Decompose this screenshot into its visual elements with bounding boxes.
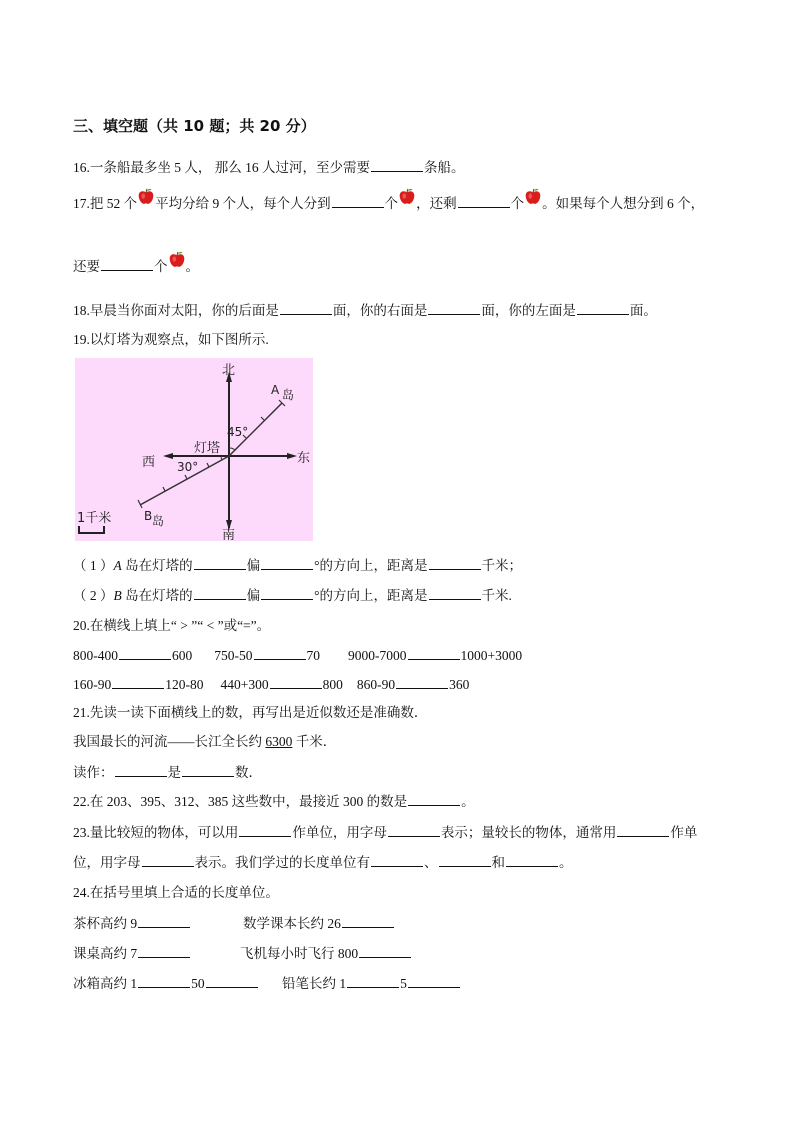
- label-island-b-suffix: 岛: [152, 514, 165, 528]
- question-16: [73, 158, 465, 177]
- expr: 440+300: [220, 677, 269, 692]
- answer-blank[interactable]: [359, 944, 411, 958]
- label-angle-45: 45°: [227, 425, 249, 439]
- q23-text: 作单: [670, 825, 698, 840]
- apple-icon: [398, 188, 416, 206]
- label-south: 南: [222, 528, 236, 541]
- q24-item: 茶杯高约 9: [73, 916, 138, 931]
- q18-text: 18.早晨当你面对太阳，你的后面是: [73, 303, 279, 318]
- label-scale: 1千米: [77, 511, 112, 526]
- island-letter: A: [113, 558, 122, 573]
- q20-row-2: [73, 675, 469, 694]
- label-island-b-letter: B: [144, 509, 153, 523]
- q22-text: 22.在 203、395、312、385 这些数中，最接近 300 的数是: [73, 794, 408, 809]
- q19-text: °的方向上，距离是: [314, 558, 428, 573]
- q19-text: 岛在灯塔的: [121, 588, 193, 603]
- question-17: [73, 192, 704, 213]
- q17-text: 。: [185, 259, 199, 274]
- label-island-a-letter: A: [271, 383, 280, 397]
- q17-text: 。如果每个人想分到 6 个，: [542, 196, 705, 211]
- q21-sentence: [73, 733, 336, 751]
- answer-blank[interactable]: [347, 974, 399, 988]
- q19-text: 千米.: [481, 588, 512, 603]
- underlined-number: 6300: [265, 734, 293, 749]
- apple-icon: [168, 251, 186, 269]
- answer-blank[interactable]: [261, 586, 313, 600]
- q16-text-end: 条船。: [424, 160, 465, 175]
- q23-text: 表示。我们学过的长度单位有: [194, 855, 370, 870]
- label-north: 北: [222, 363, 236, 378]
- answer-blank[interactable]: [577, 301, 629, 315]
- question-17-line2: [73, 255, 199, 276]
- answer-blank[interactable]: [270, 675, 322, 689]
- answer-blank[interactable]: [388, 823, 440, 837]
- q24-item: 课桌高约 7: [73, 946, 138, 961]
- answer-blank[interactable]: [429, 556, 481, 570]
- expr: 800: [322, 677, 343, 692]
- answer-blank[interactable]: [371, 158, 423, 172]
- answer-blank[interactable]: [506, 853, 558, 867]
- answer-blank[interactable]: [428, 301, 480, 315]
- q21-text: 是: [167, 765, 181, 780]
- answer-blank[interactable]: [280, 301, 332, 315]
- question-23-line2: [73, 853, 573, 872]
- part-number: （ 1 ）: [73, 558, 114, 573]
- expr: 800-400: [73, 648, 118, 663]
- answer-blank[interactable]: [371, 853, 423, 867]
- expr: 9000-7000: [348, 648, 407, 663]
- expr: 600: [172, 648, 193, 663]
- expr: 750-50: [214, 648, 253, 663]
- answer-blank[interactable]: [458, 194, 510, 208]
- apple-icon: [137, 188, 155, 206]
- q23-text: 23.量比较短的物体，可以用: [73, 825, 239, 840]
- q17-text: 还要: [73, 259, 100, 274]
- question-19-part-2: [73, 586, 512, 605]
- q17-text: 17.把 52 个: [73, 196, 138, 211]
- answer-blank[interactable]: [138, 944, 190, 958]
- q19-text: 岛在灯塔的: [121, 558, 193, 573]
- q24-row-2b: [240, 944, 412, 963]
- expr: 70: [306, 648, 320, 663]
- q17-text: 个: [384, 196, 399, 211]
- label-lighthouse: 灯塔: [194, 441, 221, 456]
- q21-text: 我国最长的河流——长江全长约: [73, 734, 266, 749]
- q21-text: 千米．: [292, 734, 337, 749]
- q17-text: 个: [154, 259, 168, 274]
- answer-blank[interactable]: [101, 257, 153, 271]
- question-19-part-1: [73, 556, 522, 575]
- answer-blank[interactable]: [261, 556, 313, 570]
- answer-blank[interactable]: [194, 556, 246, 570]
- answer-blank[interactable]: [194, 586, 246, 600]
- q24-item: 铅笔长约 1: [282, 976, 347, 991]
- answer-blank[interactable]: [408, 792, 460, 806]
- lighthouse-direction-diagram: [75, 358, 313, 541]
- q20-row-1: [73, 646, 522, 665]
- answer-blank[interactable]: [429, 586, 481, 600]
- q17-text: ，还剩: [416, 196, 457, 211]
- answer-blank[interactable]: [239, 823, 291, 837]
- question-21: [73, 704, 427, 722]
- question-20: [73, 617, 270, 635]
- q17-text: 个: [510, 196, 525, 211]
- q24-row-2: [73, 944, 191, 963]
- label-angle-30: 30°: [177, 460, 199, 474]
- answer-blank[interactable]: [142, 853, 194, 867]
- q21-intro: 21.先读一读下面横线上的数，再写出是近似数还是准确数．: [73, 705, 428, 720]
- q24-item: 50: [191, 976, 205, 991]
- q21-text: 读作：: [73, 765, 114, 780]
- answer-blank[interactable]: [119, 646, 171, 660]
- label-west: 西: [142, 455, 156, 470]
- q18-text: 面。: [629, 303, 657, 318]
- q24-item: 5: [400, 976, 407, 991]
- answer-blank[interactable]: [408, 646, 460, 660]
- q19-text: 偏: [246, 588, 261, 603]
- q21-read: [73, 763, 262, 782]
- island-letter: B: [113, 588, 122, 603]
- answer-blank[interactable]: [254, 646, 306, 660]
- apple-icon: [524, 188, 542, 206]
- q19-text: 千米；: [481, 558, 523, 573]
- q24-row-1b: [243, 914, 395, 933]
- label-island-a-suffix: 岛: [282, 388, 295, 402]
- part-number: （ 2 ）: [73, 588, 114, 603]
- q24-row-3b: [282, 974, 461, 993]
- q23-text: 、: [424, 855, 438, 870]
- answer-blank[interactable]: [138, 914, 190, 928]
- q24-row-3: [73, 974, 259, 993]
- q19-intro: 19.以灯塔为观察点，如下图所示.: [73, 332, 269, 347]
- q17-text: 平均分给 9 个人，每个人分到: [155, 196, 331, 211]
- q18-text: 面，你的右面是: [332, 303, 428, 318]
- answer-blank[interactable]: [182, 763, 234, 777]
- question-23: [73, 823, 697, 842]
- q24-item: 飞机每小时飞行 800: [240, 946, 359, 961]
- section-title: 三、填空题（共 10 题；共 20 分）: [73, 117, 316, 135]
- q23-text: 作单位，用字母: [292, 825, 387, 840]
- expr: 860-90: [356, 677, 396, 692]
- answer-blank[interactable]: [112, 675, 164, 689]
- answer-blank[interactable]: [332, 194, 384, 208]
- answer-blank[interactable]: [396, 675, 448, 689]
- answer-blank[interactable]: [439, 853, 491, 867]
- q24-intro: 24.在括号里填上合适的长度单位。: [73, 885, 279, 900]
- q22-text: 。: [461, 794, 475, 809]
- q23-text: 和: [491, 855, 505, 870]
- question-24: [73, 884, 279, 902]
- q18-text: 面，你的左面是: [481, 303, 576, 318]
- expr: 1000+3000: [460, 648, 523, 663]
- q16-text: 16.一条船最多坐 5 人， 那么 16 人过河，至少需要: [73, 160, 370, 175]
- answer-blank[interactable]: [138, 974, 190, 988]
- answer-blank[interactable]: [206, 974, 258, 988]
- q23-text: 表示；量较长的物体，通常用: [440, 825, 617, 840]
- q23-text: 。: [559, 855, 573, 870]
- q24-item: 数学课本长约 26: [243, 916, 341, 931]
- question-18: [73, 301, 657, 320]
- expr: 120-80: [165, 677, 204, 692]
- q24-row-1: [73, 914, 191, 933]
- question-19: [73, 331, 269, 349]
- question-22: [73, 792, 475, 811]
- expr: 160-90: [73, 677, 112, 692]
- answer-blank[interactable]: [408, 974, 460, 988]
- answer-blank[interactable]: [342, 914, 394, 928]
- q21-text: 数．: [235, 765, 262, 780]
- answer-blank[interactable]: [115, 763, 167, 777]
- answer-blank[interactable]: [617, 823, 669, 837]
- q24-item: 冰箱高约 1: [73, 976, 138, 991]
- q23-text: 位，用字母: [73, 855, 141, 870]
- label-east: 东: [297, 451, 311, 466]
- expr: 360: [449, 677, 470, 692]
- q19-text: 偏: [246, 558, 261, 573]
- q19-text: °的方向上，距离是: [314, 588, 428, 603]
- q20-intro: 20.在横线上填上“ > ”“ < ”或“=”。: [73, 618, 271, 633]
